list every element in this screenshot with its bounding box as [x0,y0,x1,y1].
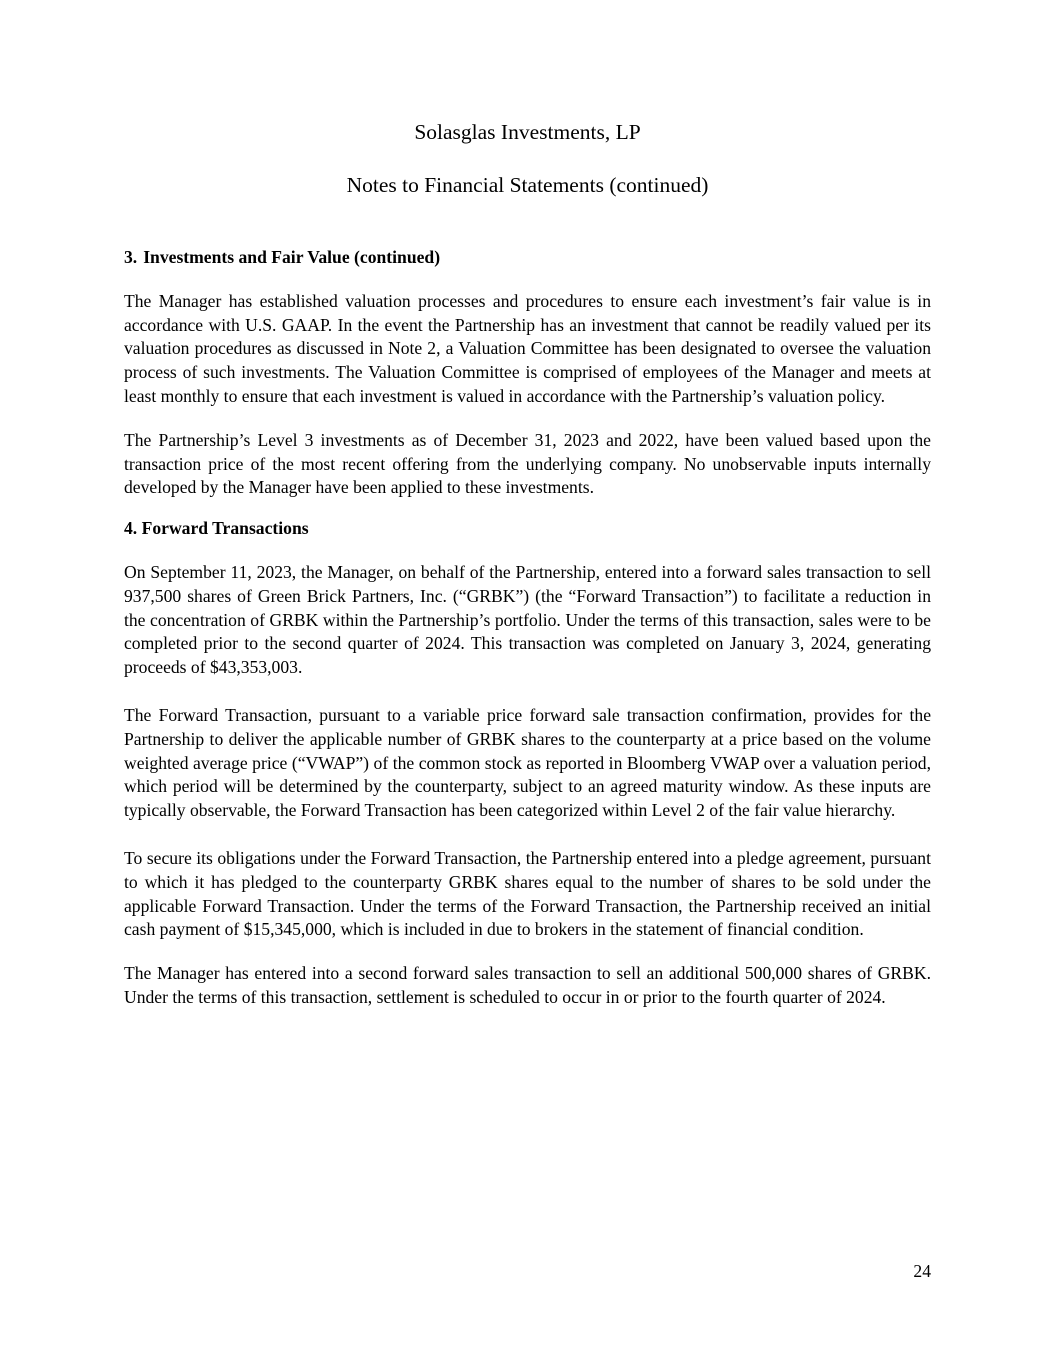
section-4-paragraph-3: To secure its obligations under the Forward Transaction, the Partnership entered into a pledge agreement, pursuant to which it has pledged to the counterparty GRBK shares equal to the number of shares to be sold under the applicable Forward Transaction. Under the terms of the Forward Transaction, the Partnership received an initial cash payment of $15,345,000, which is included in due to brokers in the statement of financial condition. [124,847,931,940]
section-3-number: 3. [124,247,138,267]
section-4-paragraph-1: On September 11, 2023, the Manager, on behalf of the Partnership, entered into a forward sales transaction to sell 937,500 shares of Green Brick Partners, Inc. (“GRBK”) (the “Forward Transaction”) to facilitate a reduction in the concentration of GRBK within the Partnership’s portfolio. Under the terms of this transaction, sales were to be completed prior to the second quarter of 2024. This transaction was completed on January 3, 2024, generating proceeds of $43,353,003. [124,561,931,678]
document-subtitle: Notes to Financial Statements (continued) [346,173,709,197]
notes-body [124,246,931,1010]
section-4-paragraph-2: The Forward Transaction, pursuant to a variable price forward sale transaction confirmation, provides for the Partnership to deliver the applicable number of GRBK shares to the counterparty at a price based on the volume weighted average price (“VWAP”) of the common stock as reported in Bloomberg VWAP over a valuation period, which period will be determined by the counterparty, subject to an agreed maturity window. As these inputs are typically observable, the Forward Transaction has been categorized within Level 2 of the fair value hierarchy. [124,704,931,821]
section-4-heading: 4. Forward Transactions [124,518,309,539]
section-3-paragraph-1: The Manager has established valuation processes and procedures to ensure each investment’s fair value is in accordance with U.S. GAAP. In the event the Partnership has an investment that cannot be readily valued per its valuation procedures as discussed in Note 2, a Valuation Committee has been designated to oversee the valuation process of such investments. The Valuation Committee is comprised of employees of the Manager and meets at least monthly to ensure that each investment is valued in accordance with the Partnership’s valuation policy. [124,290,931,406]
section-3-paragraph-2: The Partnership’s Level 3 investments as of December 31, 2023 and 2022, have been valued based upon the transaction price of the most recent offering from the underlying company. No unobservable inputs internally developed by the Manager have been applied to these investments. [124,429,931,498]
section-3-title: Investments and Fair Value (continued) [143,247,441,267]
company-title: Solasglas Investments, LP [414,120,641,144]
section-4-paragraph-4: The Manager has entered into a second forward sales transaction to sell an additional 500,000 shares of GRBK. Under the terms of this transaction, settlement is scheduled to occur in or prior to the fourth quarter of 2024. [124,963,931,1007]
section-3-heading [124,246,931,270]
page-number: 24 [913,1261,931,1281]
